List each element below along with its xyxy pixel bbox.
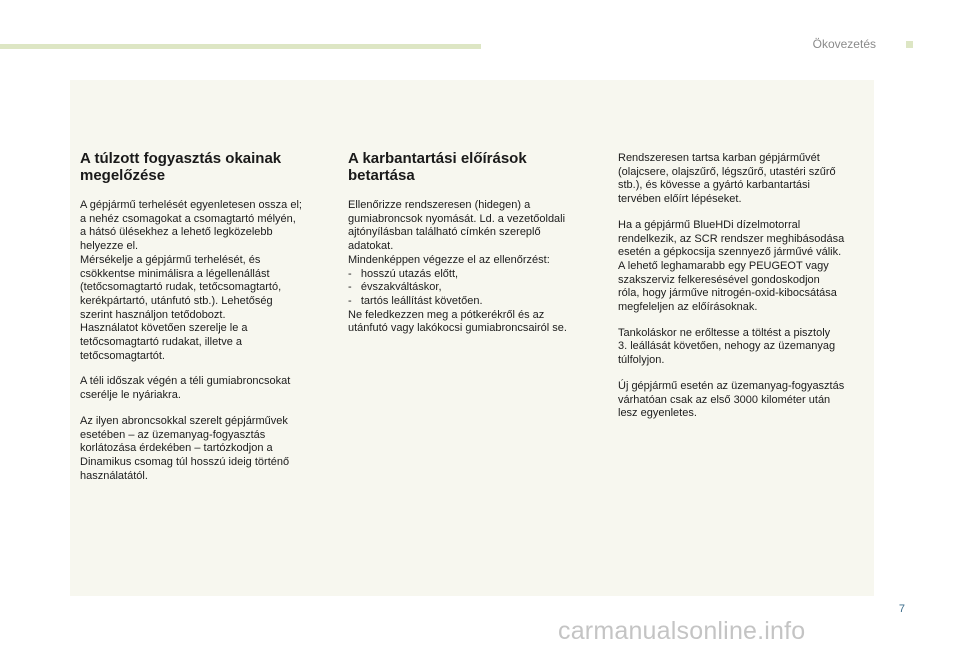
text-line: A túlzott fogyasztás okainak — [80, 150, 282, 167]
text-line: Tankoláskor ne erőltesse a töltést a pisztoly — [618, 326, 831, 339]
text-line: A karbantartási előírások — [348, 150, 527, 167]
text-line: betartása — [348, 167, 415, 184]
text-line: (tetőcsomagtartó rudak, tetőcsomagtartó, — [80, 281, 282, 294]
text-line: tetőcsomagtartót. — [80, 349, 165, 362]
text-line: rendelkezik, az SCR rendszer meghibásodása — [618, 232, 845, 245]
text-line: Rendszeresen tartsa karban gépjárművét — [618, 152, 820, 164]
text-line: A téli időszak végén a téli gumiabroncsokat — [80, 375, 291, 388]
text-line: korlátozása érdekében – tartózkodjon a — [80, 442, 273, 455]
text-line: (olajcsere, olajszűrő, légszűrő, utastéri szűrő — [618, 165, 836, 178]
text-line: tervében előírt lépéseket. — [618, 193, 742, 206]
text-line: csökkentse minimálisra a légellenállást — [80, 267, 270, 280]
content-panel — [70, 80, 874, 596]
text-line: a hátsó ülésekhez a lehető legközelebb — [80, 226, 273, 239]
text-line: lesz egyenletes. — [618, 407, 697, 420]
text-line: Mindenképpen végezze el az ellenőrzést: — [348, 253, 550, 266]
text-line: 3. leállását követően, nehogy az üzemanyag — [618, 340, 836, 353]
header-accent-bar — [0, 44, 481, 49]
chapter-marker — [906, 41, 913, 48]
text-line: - tartós leállítást követően. — [348, 294, 483, 307]
text-line: szerint használjon tetődobozt. — [80, 308, 226, 321]
paragraph-winter-tyres — [80, 375, 333, 402]
text-line: cserélje le nyáriakra. — [80, 389, 181, 402]
paragraph-new-vehicle — [618, 380, 868, 421]
paragraph-load-distribution — [80, 199, 333, 363]
text-line: használatától. — [80, 469, 148, 482]
text-line: adatokat. — [348, 240, 394, 253]
text-line: Ne feledkezzen meg a pótkerékről és az — [348, 308, 545, 321]
text-line: túlfolyjon. — [618, 354, 665, 367]
section-title-overconsumption — [80, 150, 333, 184]
text-line: megfeleljen az előírásoknak. — [618, 301, 758, 314]
text-line: stb.), és kövesse a gyártó karbantartási — [618, 179, 810, 192]
column-middle — [348, 150, 598, 348]
text-line: A gépjármű terhelését egyenletesen ossza el; — [80, 199, 302, 211]
text-line: róla, hogy járműve nitrogén-oxid-kibocsátása — [618, 287, 837, 300]
text-line: tetőcsomagtartó rudakat, illetve a — [80, 336, 243, 349]
column-left — [80, 150, 333, 495]
text-line: gumiabroncsok nyomását. Ld. a vezetőoldali — [348, 212, 566, 225]
paragraph-refuelling — [618, 327, 868, 368]
text-line: esetén a gépkocsija szennyező járművé válik. — [618, 246, 842, 259]
watermark: carmanualsonline.info — [558, 617, 806, 645]
text-line: Dinamikus csomag túl hosszú ideig történő — [80, 455, 290, 468]
paragraph-regular-service — [618, 152, 868, 207]
text-line: Ellenőrizze rendszeresen (hidegen) a — [348, 199, 531, 211]
paragraph-tyre-pressure — [348, 199, 598, 336]
paragraph-scr-system — [618, 219, 868, 315]
section-title-maintenance — [348, 150, 598, 184]
text-line: szakszerviz felkeresésével gondoskodjon — [618, 273, 820, 286]
text-line: kerékpártartó, utánfutó stb.). Lehetőség — [80, 294, 273, 307]
text-line: megelőzése — [80, 167, 166, 184]
text-line: Az ilyen abroncsokkal szerelt gépjárművek — [80, 414, 288, 427]
column-right — [618, 152, 868, 433]
text-line: ajtónyílásban található címkén szereplő — [348, 226, 541, 239]
text-line: esetében – az üzemanyag-fogyasztás — [80, 428, 266, 441]
text-line: Új gépjármű esetén az üzemanyag-fogyasztás — [618, 379, 845, 392]
chapter-title: Ökovezetés — [812, 37, 876, 51]
text-line: - évszakváltáskor, — [348, 281, 442, 294]
text-line: Használatot követően szerelje le a — [80, 322, 248, 335]
text-line: Mérsékelje a gépjármű terhelését, és — [80, 253, 261, 266]
text-line: A lehető leghamarabb egy PEUGEOT vagy — [618, 259, 829, 272]
paragraph-dynamic-pack — [80, 415, 333, 484]
text-line: helyezze el. — [80, 240, 139, 253]
text-line: Ha a gépjármű BlueHDi dízelmotorral — [618, 218, 801, 231]
text-line: utánfutó vagy lakókocsi gumiabroncsairól se. — [348, 322, 567, 335]
page-number: 7 — [898, 603, 905, 615]
text-line: - hosszú utazás előtt, — [348, 267, 459, 280]
text-line: a nehéz csomagokat a csomagtartó mélyén, — [80, 212, 296, 225]
text-line: várhatóan csak az első 3000 kilométer után — [618, 393, 831, 406]
